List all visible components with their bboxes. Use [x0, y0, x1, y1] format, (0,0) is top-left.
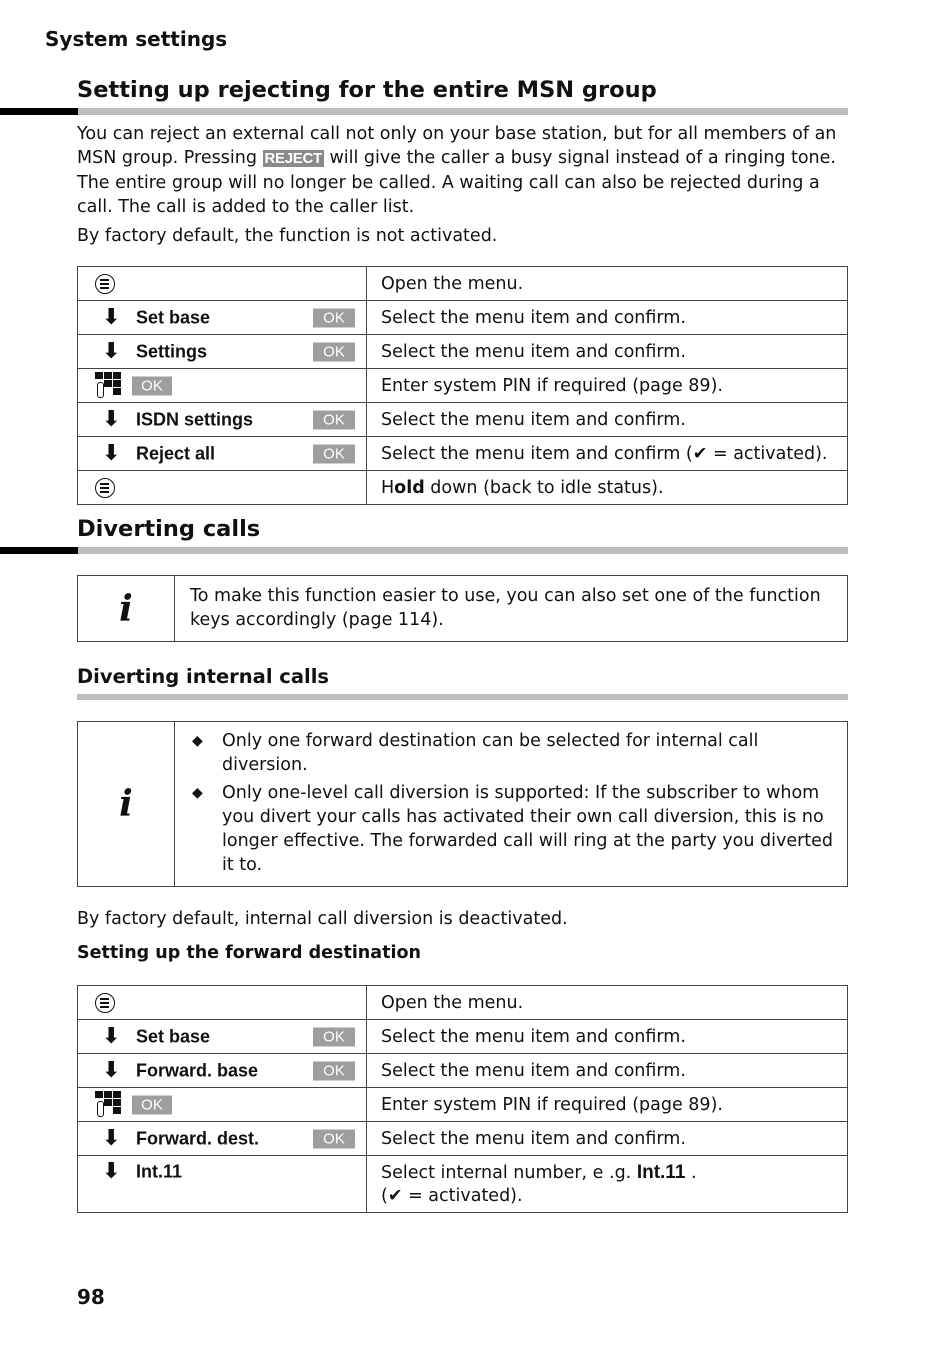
- section-title-diverting-calls: Diverting calls: [77, 516, 261, 542]
- intro-text-end: will give the caller a busy signal instead of a ringing tone. The entire group will no longer be called. A waiting call can also be rejected during a call. The call is added to the caller list.: [77, 148, 836, 217]
- step-desc-start: H: [381, 477, 395, 498]
- step-desc: Enter system PIN if required (page 89).: [367, 369, 848, 403]
- table-row: [78, 1020, 848, 1054]
- step-desc: Select the menu item and confirm.: [367, 335, 848, 369]
- menu-item-label: Int.11: [136, 1161, 183, 1182]
- step-desc-bold: old: [394, 477, 425, 498]
- heading-rule-grey: [78, 108, 848, 115]
- menu-item-label: ISDN settings: [136, 409, 254, 429]
- menu-item-label: Set base: [136, 307, 211, 327]
- ok-softkey: OK: [132, 376, 172, 395]
- forward-steps-table: [77, 985, 848, 1213]
- step-desc-line2-start: (: [381, 1185, 388, 1206]
- heading-rule-grey: [78, 547, 848, 554]
- table-row: [78, 301, 848, 335]
- arrow-down-icon: ⬇: [102, 1159, 121, 1184]
- table-row: [78, 1122, 848, 1156]
- step-desc: Open the menu.: [367, 267, 848, 301]
- subheading-forward-destination: Setting up the forward destination: [77, 943, 421, 963]
- step-desc: Select the menu item and confirm.: [367, 1054, 848, 1088]
- arrow-down-icon: ⬇: [102, 1057, 121, 1083]
- arrow-down-icon: ⬇: [102, 1125, 121, 1151]
- info-box: [77, 721, 848, 887]
- arrow-down-icon: ⬇: [102, 338, 121, 364]
- list-item: ◆ Only one-level call diversion is supported: If the subscriber to whom you divert your calls has activated their own call diversion, this is no longer effective. The forwarded call will ring at the party you diverted it to.: [190, 781, 833, 877]
- ok-softkey: OK: [132, 1095, 172, 1114]
- step-desc: Open the menu.: [367, 986, 848, 1020]
- table-row: [78, 403, 848, 437]
- ok-softkey: OK: [313, 1129, 355, 1148]
- intro-paragraph: [77, 122, 852, 248]
- info-icon: i: [119, 587, 133, 630]
- info-text: To make this function easier to use, you can also set one of the function keys accordingly (page 114).: [190, 586, 821, 630]
- menu-item-label: Forward. base: [136, 1060, 259, 1080]
- step-desc-end: .: [685, 1162, 697, 1183]
- table-row: [78, 1088, 848, 1122]
- menu-open-icon: [95, 274, 115, 294]
- step-desc-end: = activated).: [707, 443, 828, 464]
- section-title-diverting-internal: Diverting internal calls: [77, 665, 329, 688]
- menu-item-label: Settings: [136, 341, 208, 361]
- factory-default-text: By factory default, the function is not activated.: [77, 226, 498, 246]
- info-bullet-list: [190, 729, 833, 877]
- ok-softkey: OK: [313, 410, 355, 429]
- table-row: [78, 267, 848, 301]
- checkmark-icon: ✔: [692, 443, 708, 464]
- page-number: 98: [77, 1285, 105, 1309]
- ok-softkey: OK: [313, 342, 355, 361]
- step-desc: Select the menu item and confirm.: [367, 403, 848, 437]
- reject-steps-table: [77, 266, 848, 505]
- table-row: [78, 471, 848, 505]
- keypad-icon: [95, 372, 127, 400]
- step-desc-line2-end: = activated).: [402, 1185, 523, 1206]
- table-row: [78, 369, 848, 403]
- section-title-reject-msn: Setting up rejecting for the entire MSN group: [77, 77, 657, 103]
- table-row: [78, 437, 848, 471]
- info-box: [77, 575, 848, 642]
- info-icon: i: [119, 783, 133, 825]
- arrow-down-icon: ⬇: [102, 1023, 121, 1049]
- ok-softkey: OK: [313, 1061, 355, 1080]
- heading-rule-black: [0, 547, 78, 554]
- step-desc: Enter system PIN if required (page 89).: [367, 1088, 848, 1122]
- arrow-down-icon: ⬇: [102, 304, 121, 330]
- reject-softkey: REJECT: [264, 150, 322, 167]
- menu-end-icon: [95, 478, 115, 498]
- heading-rule-grey: [77, 694, 848, 700]
- arrow-down-icon: ⬇: [102, 440, 121, 466]
- table-row: [78, 986, 848, 1020]
- step-desc-bold: Int.11: [636, 1161, 686, 1183]
- heading-rule-black: [0, 108, 78, 115]
- menu-item-label: Reject all: [136, 443, 216, 463]
- menu-item-label: Forward. dest.: [136, 1128, 260, 1148]
- step-desc: [367, 1156, 848, 1213]
- ok-softkey: OK: [313, 308, 355, 327]
- step-desc-start: Select the menu item and confirm (: [381, 443, 693, 464]
- checkmark-icon: ✔: [387, 1185, 403, 1206]
- list-item: ◆ Only one forward destination can be selected for internal call diversion.: [190, 729, 833, 777]
- table-row: [78, 1156, 848, 1213]
- step-desc-start: Select internal number, e .g.: [381, 1162, 637, 1183]
- intro-text-start: You can reject an external call not only on your base station, but for all members of an MSN group. Pressing: [77, 124, 837, 168]
- arrow-down-icon: ⬇: [102, 406, 121, 432]
- table-row: [78, 335, 848, 369]
- step-desc: Select the menu item and confirm.: [367, 1020, 848, 1054]
- keypad-icon: [95, 1091, 127, 1119]
- ok-softkey: OK: [313, 1027, 355, 1046]
- table-row: [78, 1054, 848, 1088]
- step-desc: [367, 471, 848, 505]
- diversion-default-text: By factory default, internal call diversion is deactivated.: [77, 909, 568, 929]
- step-desc: Select the menu item and confirm.: [367, 1122, 848, 1156]
- menu-item-label: Set base: [136, 1026, 211, 1046]
- step-desc-end: down (back to idle status).: [424, 477, 664, 498]
- ok-softkey: OK: [313, 444, 355, 463]
- menu-open-icon: [95, 993, 115, 1013]
- step-desc: [367, 437, 848, 471]
- running-head: System settings: [45, 27, 228, 51]
- step-desc: Select the menu item and confirm.: [367, 301, 848, 335]
